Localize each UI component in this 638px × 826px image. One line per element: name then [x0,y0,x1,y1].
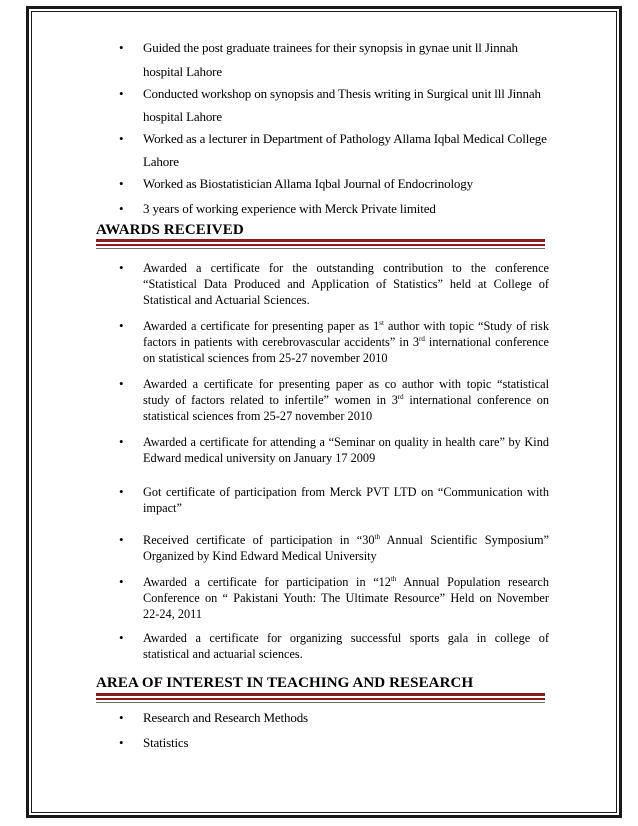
bullet: • [119,735,124,750]
list-item-text: Awarded a certificate for presenting paper as co author with topic “statistical study of factors related to infertile” women in 3rd international conference on statistical sciences from 25-27 november 2010 [143,377,549,423]
list-item [96,376,549,424]
bullet: • [119,484,124,499]
list-item-text: Awarded a certificate for presenting paper as 1st author with topic “Study of risk factors in patients with cerebrovascular accidents” in 3rd international conference on statistical sciences from 25-27 november 2010 [143,319,550,365]
list-item-text: hospital Lahore [143,64,222,79]
bullet: • [119,434,124,449]
list-item-text: 3 years of working experience with Merck Private limited [143,201,436,216]
bullet: • [119,574,124,589]
list-item-text: Research and Research Methods [143,710,308,725]
bullet: • [119,630,124,645]
list-item-text: Awarded a certificate for attending a “Seminar on quality in health care” by Kind Edward medical university on January 17 2009 [143,435,549,465]
bullet: • [119,260,124,275]
bullet: • [119,532,124,547]
list-item [96,318,549,366]
list-item-text: Guided the post graduate trainees for their synopsis in gynae unit ll Jinnah [143,40,518,55]
bullet: • [119,376,124,391]
list-item-text: Worked as a lecturer in Department of Pathology Allama Iqbal Medical College [143,131,547,146]
bullet: • [119,40,124,55]
list-item-text: Statistics [143,735,189,750]
list-item-text: Worked as Biostatistician Allama Iqbal Journal of Endocrinology [143,176,473,191]
list-item-text: hospital Lahore [143,109,222,124]
bullet: • [119,201,124,216]
list-item-text: Received certificate of participation in “30th Annual Scientific Symposium” Organized by Kind Edward Medical University [143,533,549,563]
bullet: • [119,131,124,146]
section-heading-interests: AREA OF INTEREST IN TEACHING AND RESEARCH [96,675,474,691]
bullet: • [119,318,124,333]
list-item-text: Conducted workshop on synopsis and Thesis writing in Surgical unit lll Jinnah [143,86,541,101]
section-heading-awards: AWARDS RECEIVED [96,222,244,238]
list-item [96,532,549,564]
list-item-text: Awarded a certificate for organizing successful sports gala in college of statistical and actuarial sciences. [143,631,549,661]
list-item [96,434,549,466]
list-item [96,484,549,516]
bullet: • [119,710,124,725]
list-item [96,574,549,622]
bullet: • [119,176,124,191]
list-item-text: Lahore [143,154,179,169]
list-item-text: Awarded a certificate for the outstanding contribution to the conference “Statistical Data Produced and Application of Statistics” held at College of Statistical and Actuarial Sciences. [143,261,549,307]
list-item [96,260,549,308]
list-item [96,630,549,662]
list-item-text: Awarded a certificate for participation in “12th Annual Population research Conference on “ Pakistani Youth: The Ultimate Resource” Held on November 22-24, 2011 [143,575,549,621]
bullet: • [119,86,124,101]
list-item-text: Got certificate of participation from Merck PVT LTD on “Communication with impact” [143,485,549,515]
